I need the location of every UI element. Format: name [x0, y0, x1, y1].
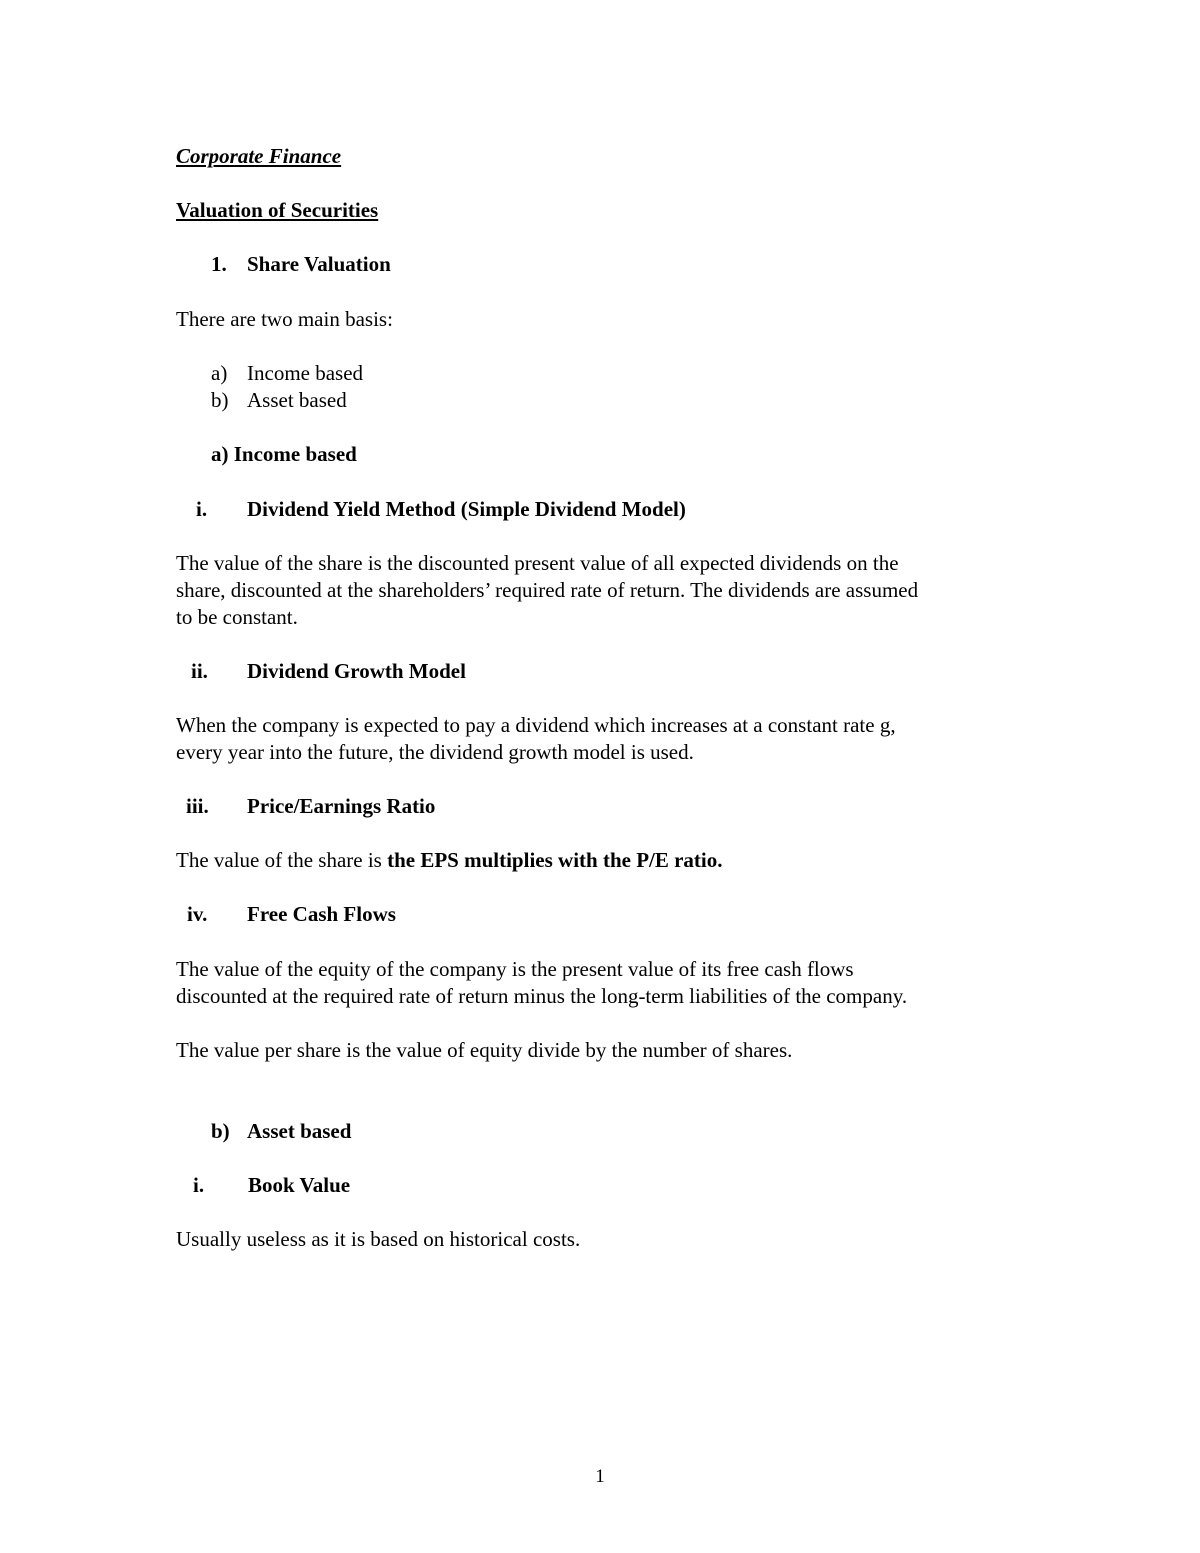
page-number: 1: [595, 1466, 605, 1487]
method-marker: i.: [193, 1173, 205, 1197]
method-marker: i.: [196, 497, 208, 521]
paragraph-line: The value per share is the value of equity divide by the number of shares.: [176, 1038, 793, 1062]
method-marker: iii.: [186, 794, 209, 818]
course-title: Corporate Finance: [176, 144, 342, 168]
asset-based-marker: b): [211, 1119, 230, 1143]
share-valuation-heading: [211, 251, 391, 278]
method-heading: [196, 496, 686, 523]
share-valuation-title: Share Valuation: [247, 252, 391, 276]
basis-text: Asset based: [247, 388, 347, 412]
section-title: Valuation of Securities: [176, 198, 379, 222]
method-title: Free Cash Flows: [247, 902, 396, 926]
paragraph-line: When the company is expected to pay a dividend which increases at a constant rate g,: [176, 713, 896, 737]
paragraph-line: every year into the future, the dividend growth model is used.: [176, 740, 694, 764]
income-based-title: Income based: [233, 442, 357, 466]
method-title: Dividend Yield Method (Simple Dividend Model): [247, 497, 686, 521]
method-title: Dividend Growth Model: [247, 659, 466, 683]
method-heading: [186, 793, 436, 820]
basis-text: Income based: [247, 361, 364, 385]
share-valuation-number: 1.: [211, 252, 227, 276]
method-heading: [187, 901, 396, 928]
basis-list-item: [211, 387, 347, 414]
paragraph-line: discounted at the required rate of return minus the long-term liabilities of the company.: [176, 984, 908, 1008]
paragraph-line: to be constant.: [176, 605, 298, 629]
method-title: Price/Earnings Ratio: [247, 794, 436, 818]
paragraph-line: The value of the equity of the company is the present value of its free cash flows: [176, 957, 854, 981]
income-based-heading: [211, 441, 357, 468]
method-title: Book Value: [248, 1173, 351, 1197]
method-marker: iv.: [187, 902, 208, 926]
basis-marker: a): [211, 361, 228, 385]
intro-text: There are two main basis:: [176, 307, 393, 331]
basis-marker: b): [211, 388, 229, 412]
paragraph-line: Usually useless as it is based on historical costs.: [176, 1227, 581, 1251]
pe-ratio-bold: the EPS multiplies with the P/E ratio.: [387, 848, 723, 872]
pe-ratio-text: [176, 847, 723, 874]
method-marker: ii.: [191, 659, 208, 683]
pe-ratio-plain: The value of the share is: [176, 848, 388, 872]
paragraph-line: share, discounted at the shareholders’ required rate of return. The dividends are assumed: [176, 578, 919, 602]
basis-list-item: [211, 360, 364, 387]
paragraph-line: The value of the share is the discounted present value of all expected dividends on the: [176, 551, 899, 575]
asset-based-title: Asset based: [247, 1119, 352, 1143]
method-heading: [191, 658, 466, 685]
income-based-marker: a): [211, 442, 229, 466]
method-heading: [193, 1172, 351, 1199]
asset-based-heading: [211, 1118, 352, 1145]
